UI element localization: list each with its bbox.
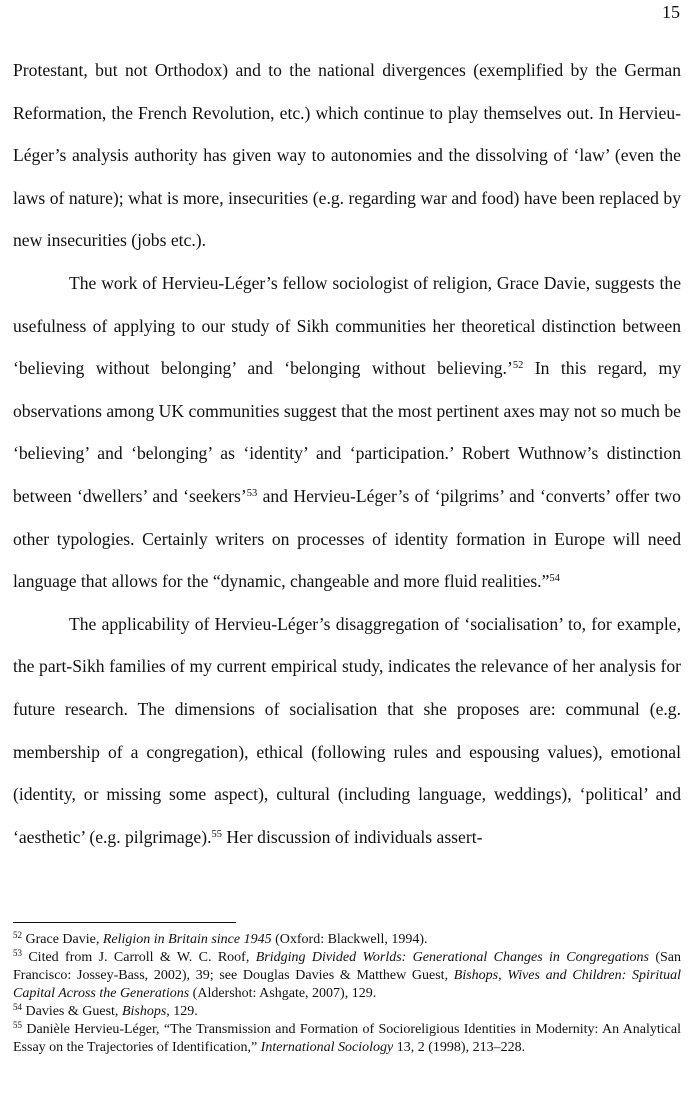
footnote-divider [13,922,236,923]
footnote-marker: 52 [512,360,524,372]
text-run: Her discussion of individuals assert- [222,826,483,847]
footnote [13,931,681,949]
footnote [13,949,681,1003]
footnote-number: 52 [13,930,22,940]
footnote-number: 55 [13,1020,22,1030]
italic-title: Religion in Britain since 1945 [102,932,272,947]
text-run: Davies & Guest, [22,1004,122,1019]
text-run: In this regard, my observations among UK communities suggest that the most pertinent axes may not so much be ‘believing’ and ‘belonging’ as ‘identity’ and ‘participation.’ Robert Wuthnow’s distinction between ‘dwellers’ and ‘seekers’ [13,358,682,506]
page-number: 15 [662,2,680,22]
footnote-marker: 54 [549,573,560,585]
footnote-number: 54 [13,1002,22,1012]
paragraph [13,262,681,603]
footnote [13,1021,681,1057]
text-run: (San Francisco: Jossey-Bass, 2002), 39; see Douglas Davies & Matthew Guest, [13,950,681,983]
text-run: (Oxford: Blackwell, 1994). [271,932,428,947]
italic-title: Bishops [121,1004,167,1019]
text-run: Grace Davie, [22,932,103,947]
italic-title: Bishops, Wives and Children: Spiritual Capital Across the Generations [13,968,682,1001]
footnote [13,1003,681,1021]
footnote-marker: 53 [246,487,258,499]
text-run: 13, 2 (1998), 213–228. [393,1040,526,1055]
text-run: The work of Hervieu-Léger’s fellow sociologist of religion, Grace Davie, suggests the usefulness of applying to our study of Sikh communities her theoretical distinction between ‘believing without belonging’ and ‘belonging without believing.’ [13,272,681,379]
paragraph [13,49,681,262]
footnotes [13,931,681,1057]
text-run: , 129. [166,1004,198,1019]
footnote-marker: 55 [211,828,222,840]
paragraph [13,603,681,859]
footnote-number: 53 [13,948,22,958]
text-run: (Aldershot: Ashgate, 2007), 129. [189,986,377,1001]
text-run: and Hervieu-Léger’s of ‘pilgrims’ and ‘converts’ offer two other typologies. Certainly writers on processes of identity formation in Europe will need language that allows for the “dynamic, changeable and more fluid realities.” [13,485,681,592]
italic-title: Bridging Divided Worlds: Generational Changes in Congregations [255,950,649,965]
body-text [13,49,681,858]
text-run: Protestant, but not Orthodox) and to the national divergences (exemplified by the German Reformation, the French Revolution, etc.) which continue to play themselves out. In Hervieu-Léger’s analysis authority has given way to autonomies and the dissolving of ‘law’ (even the laws of nature); what is more, insecurities (e.g. regarding war and food) have been replaced by new insecurities (jobs etc.). [13,60,681,251]
text-run: Cited from J. Carroll & W. C. Roof, [22,950,256,965]
italic-title: International Sociology [260,1040,394,1055]
text-run: The applicability of Hervieu-Léger’s disaggregation of ‘socialisation’ to, for example, the part-Sikh families of my current empirical study, indicates the relevance of her analysis for future research. The dimensions of socialisation that she proposes are: communal (e.g. membership of a congregation), ethical (following rules and espousing values), emotional (identity, or missing some aspect), cultural (including language, weddings), ‘political’ and ‘aesthetic’ (e.g. pilgrimage). [13,613,681,847]
text-run: Danièle Hervieu-Léger, “The Transmission and Formation of Socioreligious Identities in Modernity: An Analytical Essay on the Trajectories of Identification,” [13,1022,681,1055]
